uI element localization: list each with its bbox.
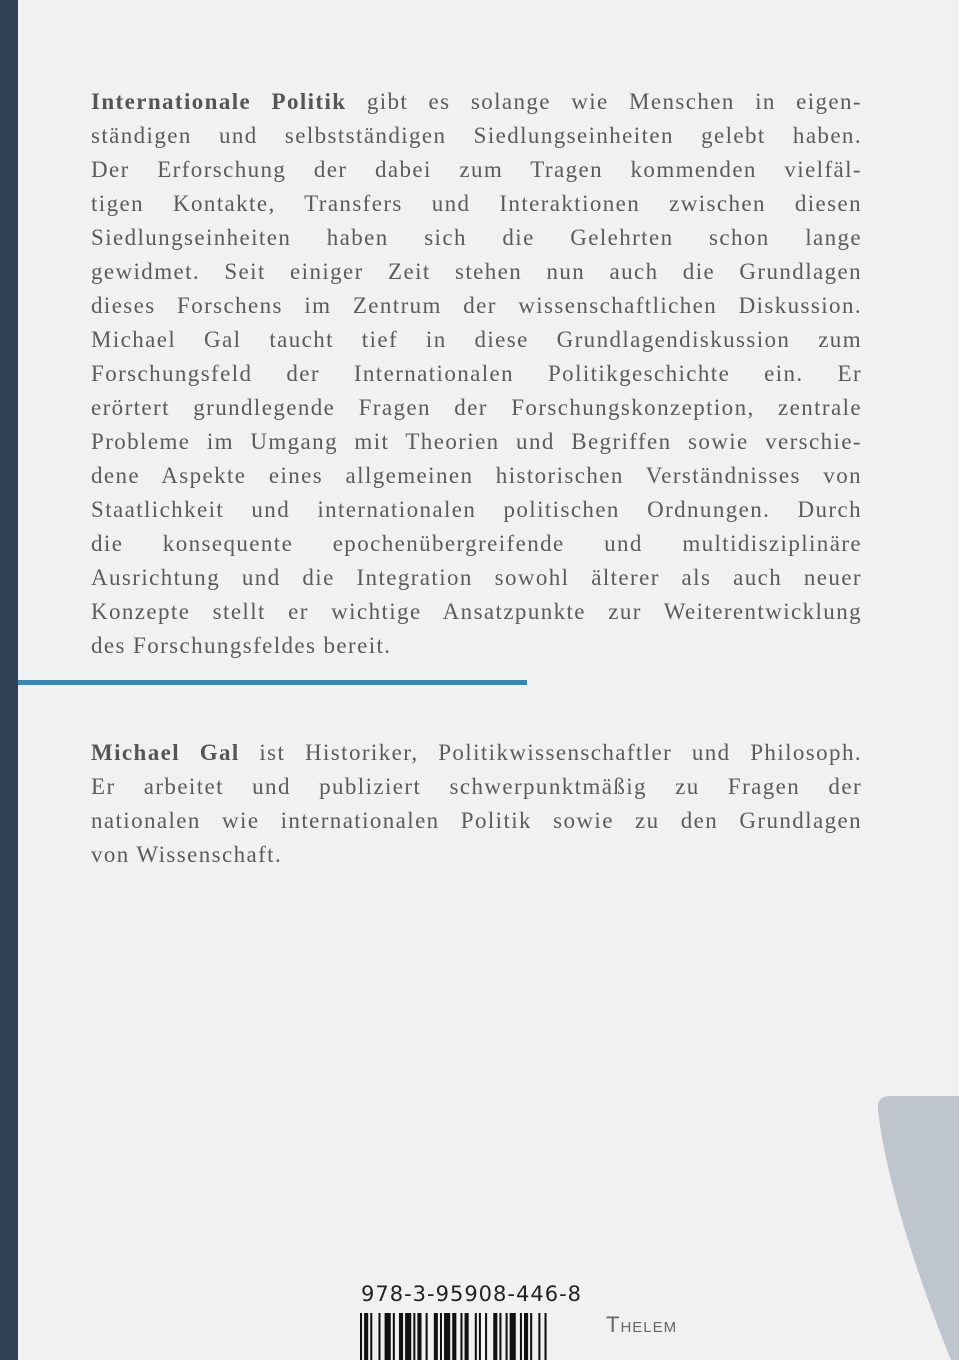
barcode-bar [524,1313,528,1360]
barcode-bar [413,1313,415,1360]
publisher-logo: Thelem [606,1312,678,1337]
barcode-bar [444,1313,450,1360]
bold-lead: Internationale Politik [91,89,347,114]
line-text: von Wissenschaft. [91,842,283,867]
barcode-bar [399,1313,403,1360]
line-text: Der Erforschung der dabei zum Tragen kommenden vielfäl- [91,157,862,182]
text-line [91,838,862,872]
barcode-bar [460,1313,462,1360]
text-line [91,323,862,357]
barcode-bar [364,1313,368,1360]
text-line [91,493,862,527]
text-line [91,561,862,595]
line-text: Staatlichkeit und internationalen politischen Ordnungen. Durch [91,497,862,522]
barcode-bar [520,1313,522,1360]
text-line [91,736,862,770]
line-text: Konzepte stellt er wichtige Ansatzpunkte zur Weiterentwicklung [91,599,862,624]
barcode-bar [452,1313,456,1360]
text-line [91,221,862,255]
text-line [91,459,862,493]
blurb-paragraph [91,85,862,663]
barcode-bar [417,1313,421,1360]
line-text: Probleme im Umgang mit Theorien und Begriffen sowie verschie- [91,429,862,454]
line-text: dieses Forschens im Zentrum der wissenschaftlichen Diskussion. [91,293,862,318]
text-line [91,425,862,459]
line-text: ist Historiker, Politikwissenschaftler und Philosoph. [239,740,862,765]
spine-band [0,0,18,1360]
bold-lead: Michael Gal [91,740,240,765]
line-text: ständigen und selbstständigen Siedlungseinheiten gelebt haben. [91,123,862,148]
text-line [91,357,862,391]
text-line [91,187,862,221]
barcode-bar [499,1313,501,1360]
line-text: des Forschungsfeldes bereit. [91,633,392,658]
barcode-bar [426,1313,428,1360]
author-bio-paragraph [91,736,862,872]
barcode-bar [538,1313,540,1360]
line-text: nationalen wie internationalen Politik sowie zu den Grundlagen [91,808,862,833]
barcode-bar [385,1313,391,1360]
line-text: gewidmet. Seit einiger Zeit stehen nun auch die Grundlagen [91,259,862,284]
barcode-bar [465,1313,469,1360]
text-line [91,255,862,289]
barcode-bar [370,1313,372,1360]
barcode-bar [378,1313,380,1360]
barcode-bar [479,1313,481,1360]
barcode-bar [545,1313,547,1360]
accent-divider [18,680,527,685]
decorative-shape [877,1096,959,1360]
barcode-bar [493,1313,497,1360]
text-line [91,119,862,153]
text-line [91,629,862,663]
line-text: Siedlungseinheiten haben sich die Gelehrten schon lange [91,225,862,250]
barcode-bar [530,1313,532,1360]
isbn-number: 978-3-95908-446-8 [361,1282,583,1306]
text-line [91,85,862,119]
line-text: erörtert grundlegende Fragen der Forschungskonzeption, zentrale [91,395,862,420]
barcode-bar [393,1313,395,1360]
barcode-bar [506,1313,508,1360]
barcode-bar [475,1313,477,1360]
line-text: tigen Kontakte, Transfers und Interaktionen zwischen diesen [91,191,862,216]
text-line [91,804,862,838]
barcode-bar [360,1313,362,1360]
barcode-bar [434,1313,438,1360]
line-text: Michael Gal taucht tief in diese Grundlagendiskussion zum [91,327,862,352]
line-text: gibt es solange wie Menschen in eigen- [346,89,862,114]
barcode-bar [440,1313,442,1360]
barcode-bar [485,1313,487,1360]
line-text: Forschungsfeld der Internationalen Politikgeschichte ein. Er [91,361,862,386]
text-line [91,289,862,323]
barcode-bar [405,1313,411,1360]
text-line [91,153,862,187]
line-text: die konsequente epochenübergreifende und multidisziplinäre [91,531,862,556]
barcode-bar [510,1313,516,1360]
text-line [91,595,862,629]
line-text: Ausrichtung und die Integration sowohl älterer als auch neuer [91,565,862,590]
line-text: Er arbeitet und publiziert schwerpunktmäßig zu Fragen der [91,774,862,799]
line-text: dene Aspekte eines allgemeinen historischen Verständnisses von [91,463,862,488]
barcode [360,1313,592,1360]
text-line [91,770,862,804]
text-line [91,527,862,561]
text-line [91,391,862,425]
